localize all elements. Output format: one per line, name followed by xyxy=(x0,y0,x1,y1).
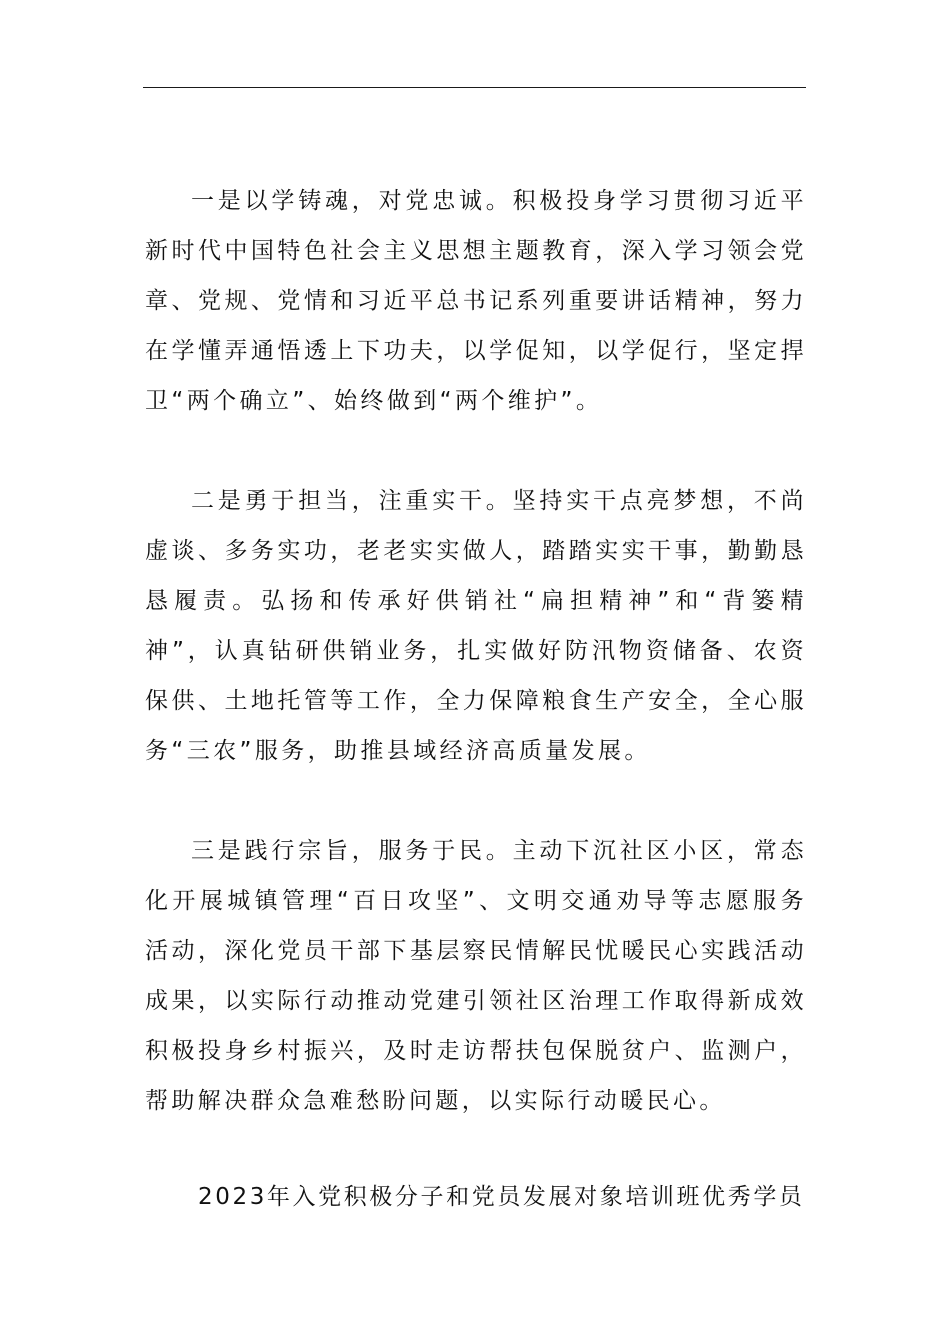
paragraph-1: 一是以学铸魂，对党忠诚。积极投身学习贯彻习近平新时代中国特色社会主义思想主题教育，深入学习领会党章、党规、党情和习近平总书记系列重要讲话精神，努力在学懂弄通悟透上下功夫，以学促知，以学促行，坚定捍卫“两个确立”、始终做到“两个维护”。 xyxy=(145,188,807,414)
paragraph-3: 三是践行宗旨，服务于民。主动下沉社区小区，常态化开展城镇管理“百日攻坚”、文明交通劝导等志愿服务活动，深化党员干部下基层察民情解民忧暖民心实践活动成果，以实际行动推动党建引领社区治理工作取得新成效积极投身乡村振兴，及时走访帮扶包保脱贫户、监测户，帮助解决群众急难愁盼问题，以实际行动暖民心。 xyxy=(145,838,807,1114)
header-divider xyxy=(143,87,806,88)
document-body xyxy=(145,176,807,1126)
paragraph-2: 二是勇于担当，注重实干。坚持实干点亮梦想，不尚虚谈、多务实功，老老实实做人，踏踏实实干事，勤勤恳恳履责。弘扬和传承好供销社“扁担精神”和“背篓精神”，认真钻研供销业务，扎实做好防汛物资储备、农资保供、土地托管等工作，全力保障粮食生产安全，全心服务“三农”服务，助推县域经济高质量发展。 xyxy=(145,488,807,764)
next-section-title: 2023年入党积极分子和党员发展对象培训班优秀学员 xyxy=(198,1184,805,1210)
